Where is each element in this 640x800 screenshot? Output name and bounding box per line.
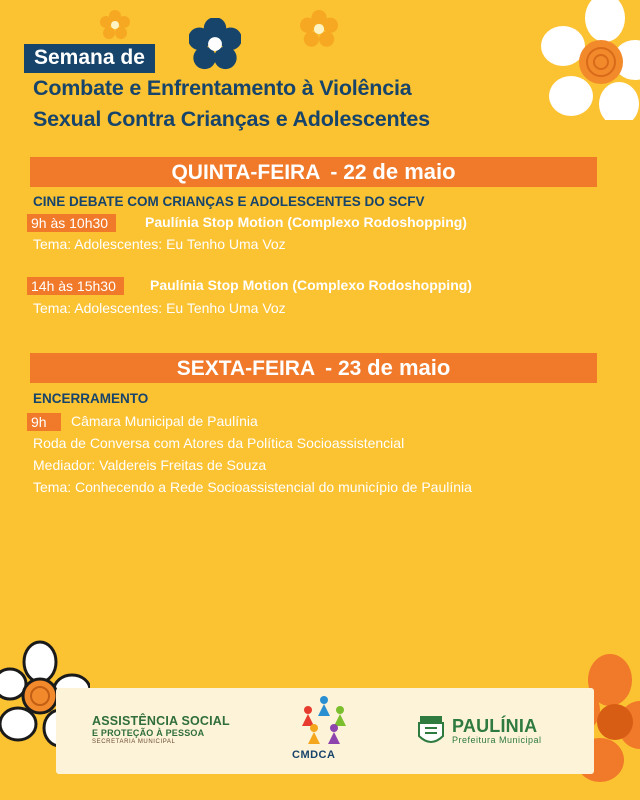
page-title-line2: Sexual Contra Crianças e Adolescentes: [33, 107, 430, 131]
date-month: de maio: [372, 159, 456, 184]
cmdca-logo: [296, 694, 352, 748]
event-detail: Roda de Conversa com Atores da Política Socioassistencial: [33, 435, 405, 451]
event-place: Câmara Municipal de Paulínia: [71, 413, 258, 429]
page-title-line1: Combate e Enfrentamento à Violência: [33, 76, 412, 100]
date-number: - 23: [325, 357, 362, 380]
session-theme: Tema: Adolescentes: Eu Tenho Uma Voz: [33, 236, 286, 252]
session-place: Paulínia Stop Motion (Complexo Rodoshopping): [145, 214, 467, 230]
flower-icon: [100, 10, 130, 40]
weekday: QUINTA-FEIRA: [171, 161, 321, 184]
section-subtitle: CINE DEBATE COM CRIANÇAS E ADOLESCENTES DO SCFV: [33, 194, 425, 209]
event-mediator: Mediador: Valdereis Freitas de Souza: [33, 457, 267, 473]
event-theme: Tema: Conhecendo a Rede Socioassistencial do município de Paulínia: [33, 479, 472, 495]
paulinia-crest: [416, 714, 446, 748]
date-month: de maio: [367, 355, 451, 380]
assistencia-subtitle: E PROTEÇÃO À PESSOA: [92, 728, 205, 738]
day-header-friday: [30, 353, 597, 383]
event-tag: Semana de: [24, 44, 155, 73]
flower-icon: [535, 0, 640, 120]
flower-icon: [300, 10, 338, 48]
paulinia-logo: [452, 716, 542, 745]
date-number: - 22: [330, 161, 367, 184]
day-header-thursday: [30, 157, 597, 187]
flower-icon: [189, 18, 241, 70]
footer-logos: [56, 688, 594, 774]
assistencia-secretaria: SECRETARIA MUNICIPAL: [92, 739, 176, 745]
time-badge: 9h às 10h30: [27, 214, 116, 232]
session-place: Paulínia Stop Motion (Complexo Rodoshopping): [150, 277, 472, 293]
session-theme: Tema: Adolescentes: Eu Tenho Uma Voz: [33, 300, 286, 316]
time-badge: 14h às 15h30: [27, 277, 124, 295]
weekday: SEXTA-FEIRA: [176, 357, 316, 380]
city-name: PAULÍNIA: [452, 716, 538, 736]
assistencia-logo: [92, 714, 230, 745]
section-subtitle: ENCERRAMENTO: [33, 391, 149, 406]
assistencia-title: ASSISTÊNCIA SOCIAL: [92, 714, 230, 728]
cmdca-label: CMDCA: [292, 749, 336, 761]
time-badge: 9h: [27, 413, 61, 431]
city-subtitle: Prefeitura Municipal: [452, 735, 542, 745]
